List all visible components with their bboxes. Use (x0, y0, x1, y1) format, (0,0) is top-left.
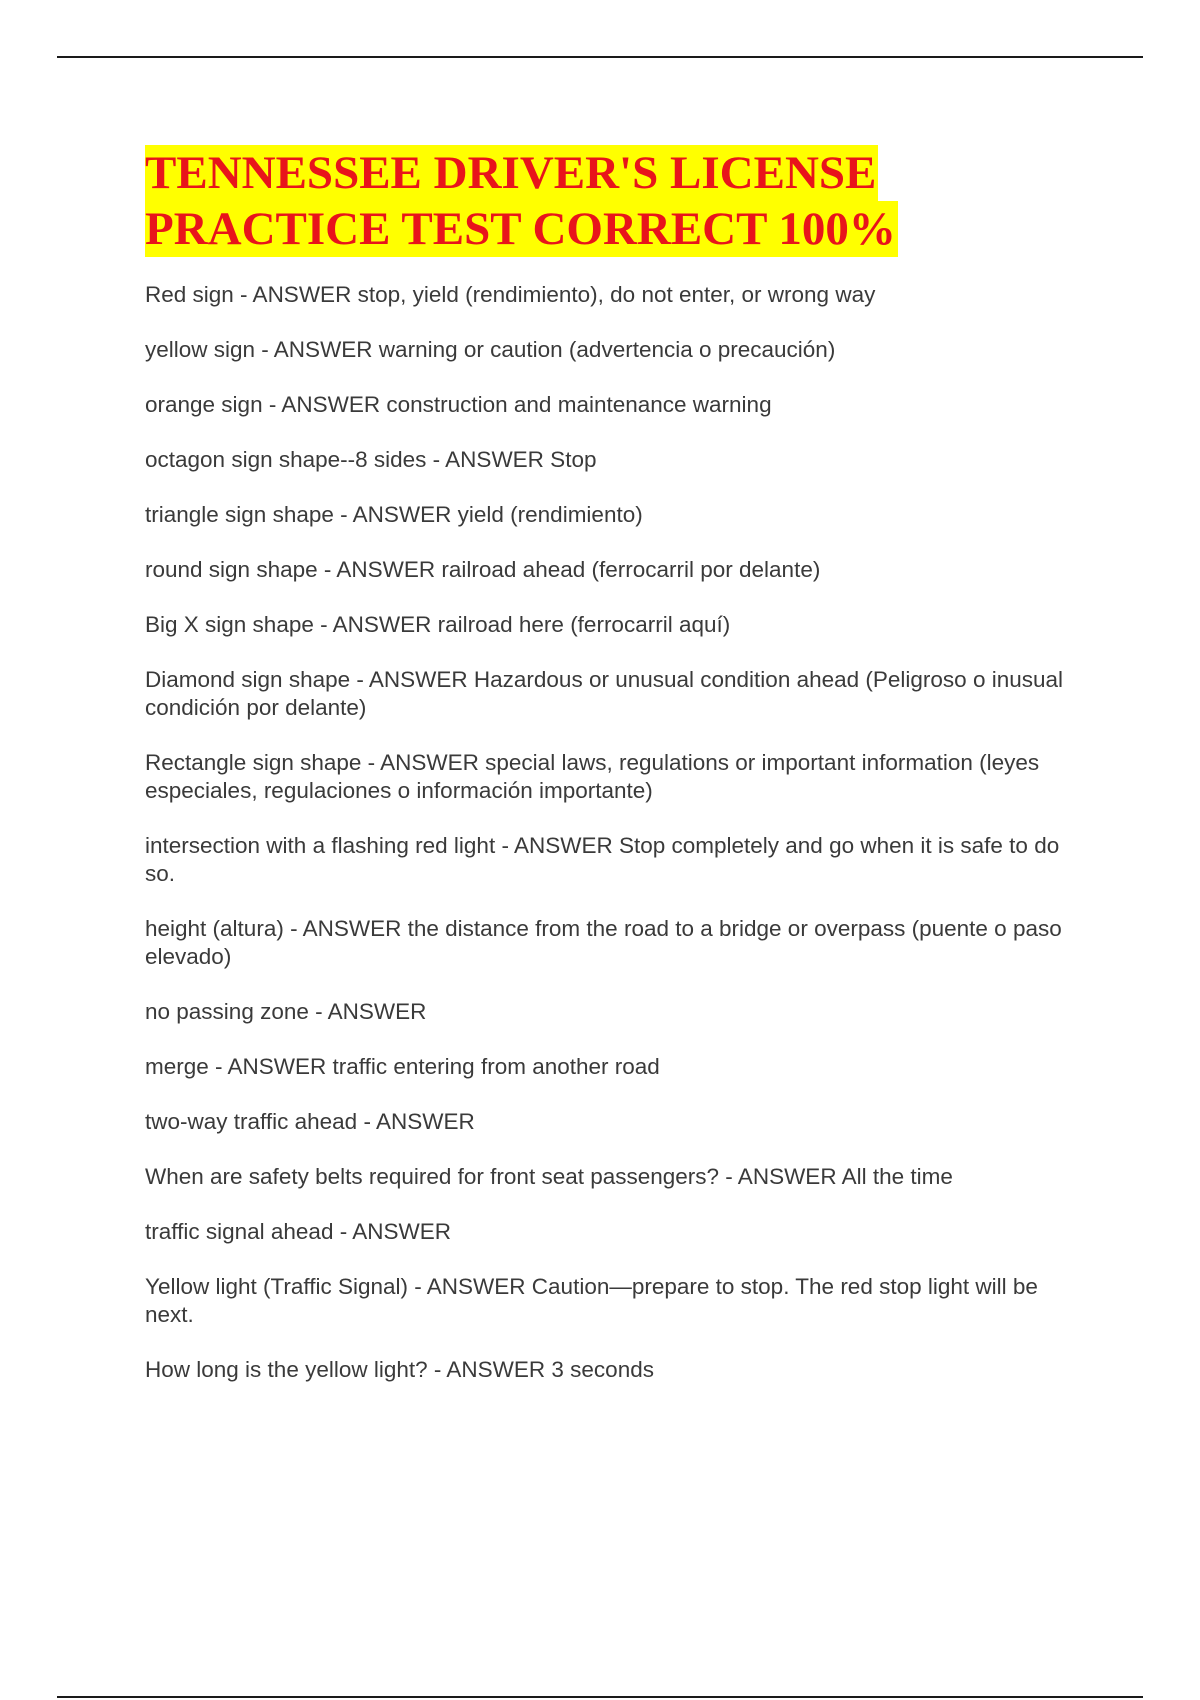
title-line-2: PRACTICE TEST CORRECT 100% (145, 203, 896, 255)
qa-item-yellow-light: Yellow light (Traffic Signal) - ANSWER Caution—prepare to stop. The red stop light will be next. (145, 1274, 1038, 1327)
qa-item-no-passing-zone: no passing zone - ANSWER (145, 999, 427, 1024)
title-line-1: TENNESSEE DRIVER'S LICENSE (145, 147, 877, 199)
document-title (145, 145, 1085, 257)
qa-list (145, 281, 1085, 1384)
qa-item-big-x-sign: Big X sign shape - ANSWER railroad here (ferrocarril aquí) (145, 612, 731, 637)
top-rule (57, 56, 1143, 58)
qa-item-diamond-sign: Diamond sign shape - ANSWER Hazardous or unusual condition ahead (Peligroso o inusual condición por delante) (145, 667, 1064, 720)
qa-item-merge: merge - ANSWER traffic entering from another road (145, 1054, 660, 1079)
qa-item-yellow-light-duration: How long is the yellow light? - ANSWER 3 seconds (145, 1357, 654, 1382)
qa-item-red-sign: Red sign - ANSWER stop, yield (rendimiento), do not enter, or wrong way (145, 282, 876, 307)
qa-item-safety-belts: When are safety belts required for front seat passengers? - ANSWER All the time (145, 1164, 953, 1189)
qa-item-round-sign: round sign shape - ANSWER railroad ahead (ferrocarril por delante) (145, 557, 821, 582)
qa-item-traffic-signal-ahead: traffic signal ahead - ANSWER (145, 1219, 451, 1244)
document-body (145, 145, 1085, 1411)
qa-item-two-way-traffic: two-way traffic ahead - ANSWER (145, 1109, 475, 1134)
qa-item-octagon-sign: octagon sign shape--8 sides - ANSWER Stop (145, 447, 597, 472)
bottom-rule (57, 1696, 1143, 1698)
qa-item-yellow-sign: yellow sign - ANSWER warning or caution (advertencia o precaución) (145, 337, 836, 362)
qa-item-triangle-sign: triangle sign shape - ANSWER yield (rendimiento) (145, 502, 643, 527)
qa-item-orange-sign: orange sign - ANSWER construction and maintenance warning (145, 392, 772, 417)
qa-item-height: height (altura) - ANSWER the distance from the road to a bridge or overpass (puente o paso elevado) (145, 916, 1062, 969)
qa-item-flashing-red-light: intersection with a flashing red light - ANSWER Stop completely and go when it is safe to do so. (145, 833, 1060, 886)
qa-item-rectangle-sign: Rectangle sign shape - ANSWER special laws, regulations or important information (leyes especiales, regulaciones o información importante) (145, 750, 1040, 803)
